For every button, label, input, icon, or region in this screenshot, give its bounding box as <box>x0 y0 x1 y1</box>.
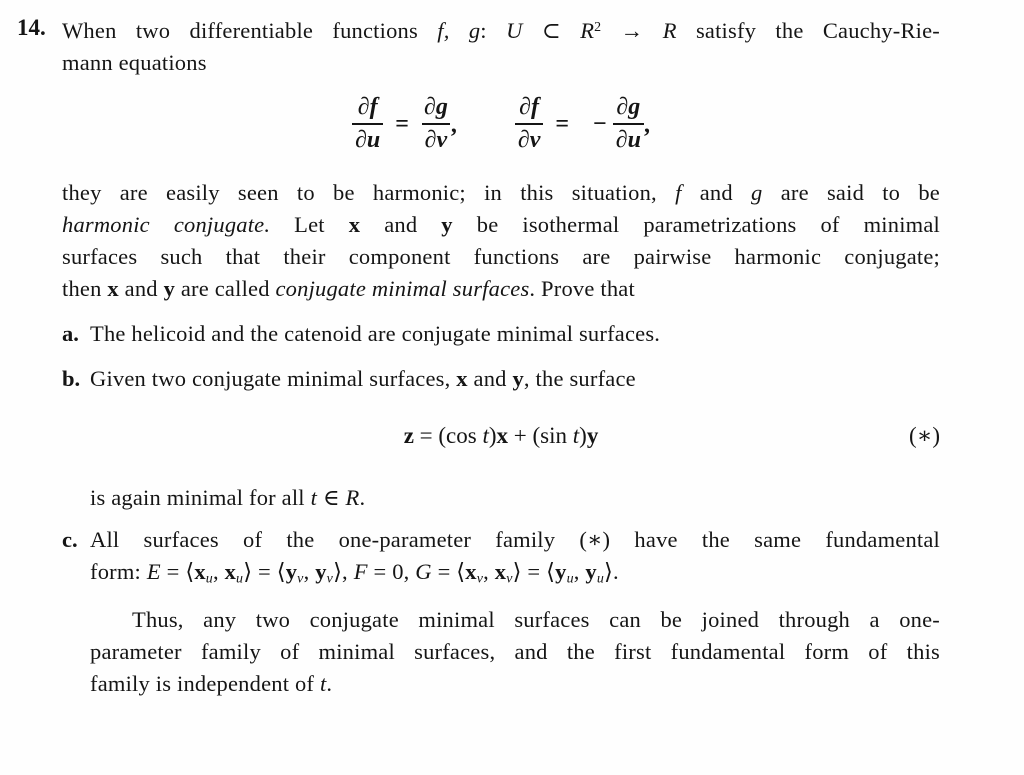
item-a-label: a. <box>62 321 79 347</box>
paragraph-line-1: they are easily seen to be harmonic; in this situation, f and g are said to be <box>62 180 940 206</box>
fraction-denominator: ∂u <box>613 123 644 153</box>
fraction-denominator: ∂v <box>515 123 544 153</box>
cauchy-riemann-equations <box>62 95 940 153</box>
fraction-numerator: ∂g <box>616 93 641 120</box>
minus-sign: − <box>593 110 607 137</box>
closing-line-2: parameter family of minimal surfaces, and the first fundamental form of this <box>90 638 940 664</box>
closing-line-3: family is independent of t. <box>90 670 333 696</box>
comma: , <box>643 112 650 139</box>
harmonic-paragraph <box>62 177 940 305</box>
item-c <box>62 524 940 595</box>
problem-body <box>62 12 940 700</box>
equation-star-tag: (∗) <box>909 423 940 449</box>
fraction-numerator: ∂f <box>357 93 378 120</box>
item-b-label: b. <box>62 366 81 392</box>
fraction-denominator: ∂u <box>352 123 383 153</box>
item-b-continuation: is again minimal for all t ∈ R. <box>90 485 366 511</box>
item-a-text: The helicoid and the catenoid are conjugate minimal surfaces. <box>90 321 661 347</box>
intro-line-1: When two differentiable functions f, g: U ⊂ $R^2 \to R$ satisfy the Cauchy-Rie- <box>62 17 940 43</box>
starred-equation-body: z = (cos t)x + (sin t)y <box>403 423 599 449</box>
item-c-line-1: All surfaces of the one-parameter family (∗) have the same fundamental <box>90 527 940 553</box>
closing-line-1: Thus, any two conjugate minimal surfaces can be joined through a one- <box>132 606 940 632</box>
paragraph-line-4: then x and y are called conjugate minimal surfaces. Prove that <box>62 276 635 302</box>
intro-line-2: mann equations <box>62 49 207 75</box>
problem-number: 14. <box>17 15 46 40</box>
fraction-numerator: ∂f <box>519 93 540 120</box>
fraction-df-du <box>352 95 383 153</box>
fraction-denominator: ∂v <box>422 123 451 153</box>
fraction-dg-dv <box>421 95 451 153</box>
fraction-dg-du <box>613 95 644 153</box>
starred-equation <box>62 420 940 452</box>
item-a <box>62 318 940 350</box>
comma: , <box>450 112 457 139</box>
item-c-text <box>90 524 940 595</box>
item-b-text: Given two conjugate minimal surfaces, x and y, the surface <box>90 366 636 392</box>
item-b <box>62 363 940 395</box>
item-c-label: c. <box>62 527 78 553</box>
equals-sign: = <box>555 110 570 137</box>
paragraph-line-2: harmonic conjugate. Let x and y be isothermal parametrizations of minimal <box>62 212 940 238</box>
closing-paragraph <box>90 604 940 700</box>
paragraph-line-3: surfaces such that their component functions are pairwise harmonic conjugate; <box>62 244 940 270</box>
fraction-df-dv <box>515 95 544 153</box>
equals-sign: = <box>395 110 409 137</box>
item-c-line-2: form: E = ⟨xu, xu⟩ = ⟨yv, yv⟩, F = 0, G = ⟨xv, xv⟩ = ⟨yu, yu⟩. <box>90 559 619 587</box>
fraction-numerator: ∂g <box>423 93 448 120</box>
